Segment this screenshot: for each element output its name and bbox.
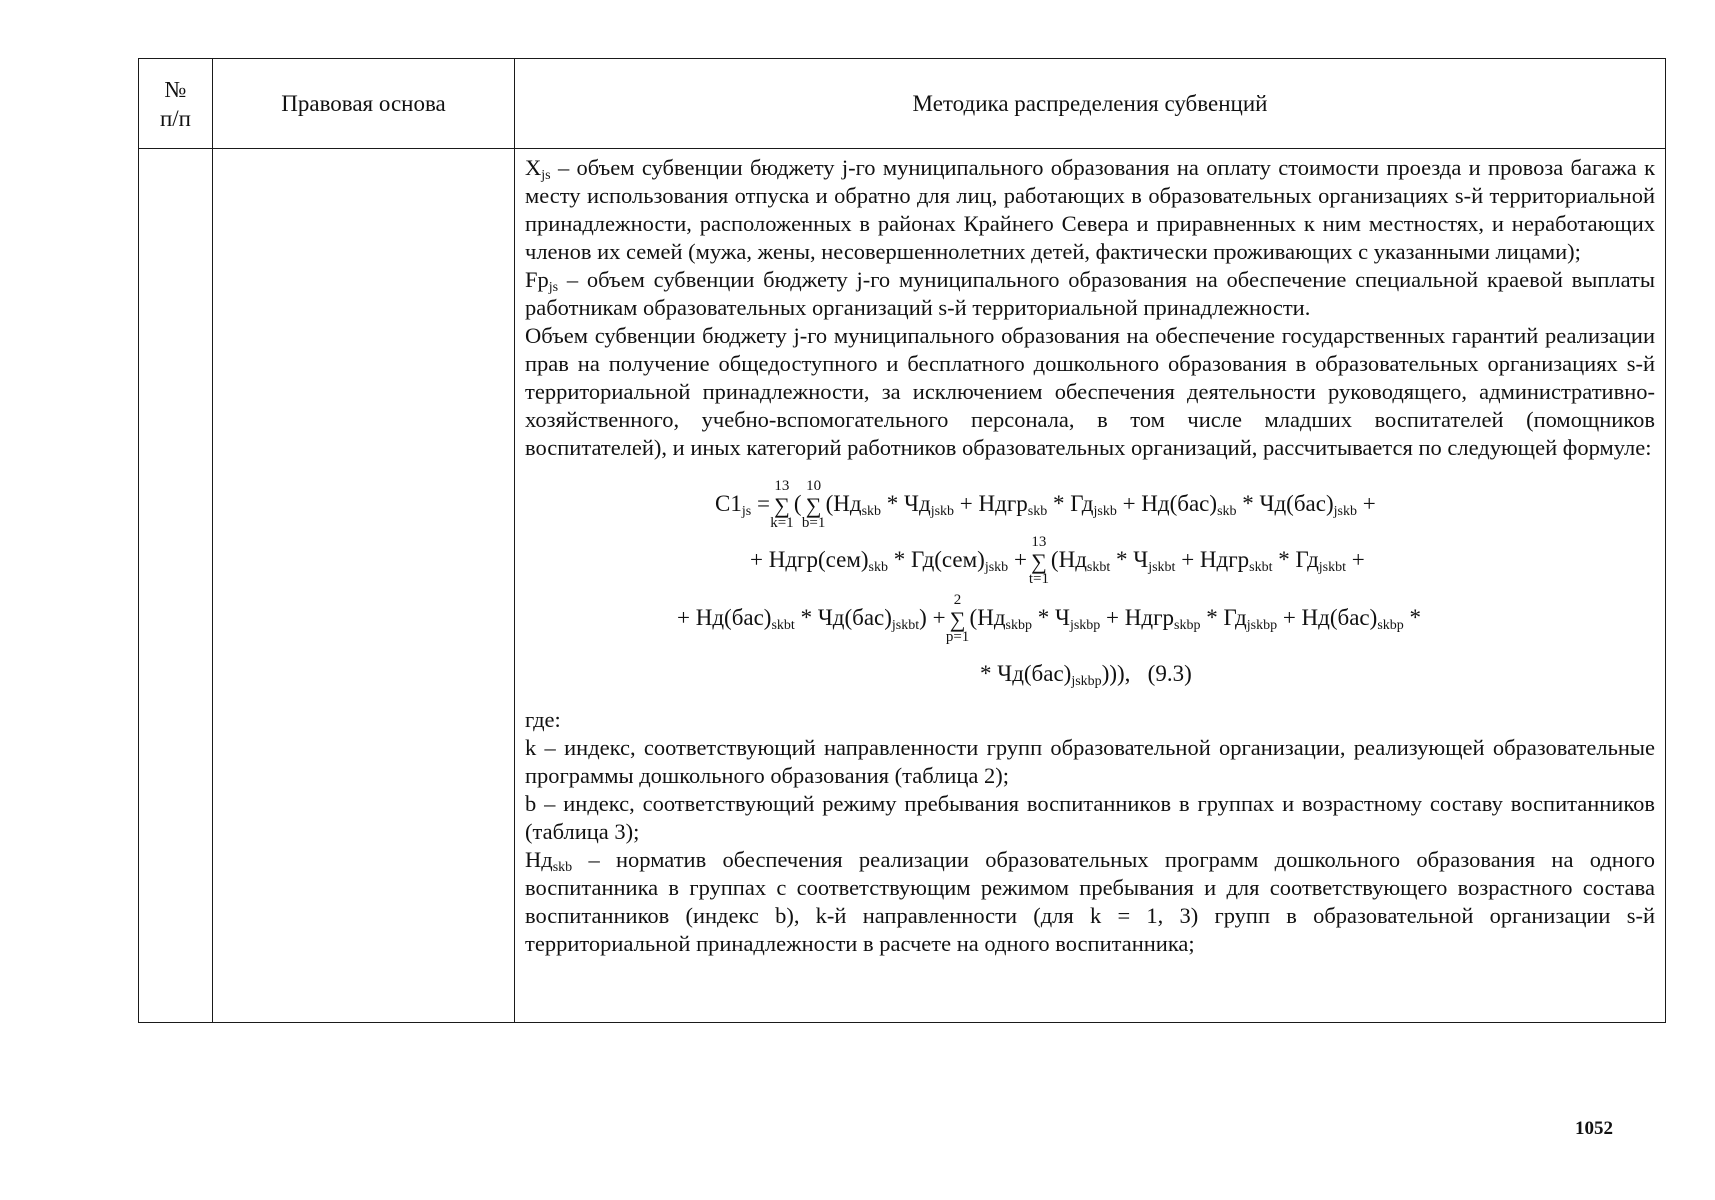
formula-line-2: + $Ндгр(сем)_{skb} * Гд(сем)_{jskb}$ + 13 ∑ t=1 ($Нд_{skbt} * Ч_{jskbt}$ + Ндгр$_{skbt}$ * $Гд_{jskbt}$ + xyxy=(750,533,1365,587)
header-number-abbr: п/п xyxy=(159,105,191,131)
formula-line-3: + $Нд(бас)_{skbt} * Чд(бас)_{jskbt}$) + 2 ∑ p=1 ($Нд_{skbp} * Ч_{jskbp}$ + Ндгр$_{skbp}$ * $Гд_{jskbp} + Нд(бас)_{skbp}$ * xyxy=(677,591,1422,645)
page-number: 1052 xyxy=(1575,1118,1613,1139)
header-methodology: Методика распределения субвенций xyxy=(515,59,1666,149)
paragraph-index-b: b – индекс, соответствующий режиму пребывания воспитанников в группах и возрастному составу воспитанников (таблица 3); xyxy=(525,791,1655,844)
paragraph-fpjs: $Fp_{js}$ – объем субвенции бюджету j-го муниципального образования на обеспечение специальной краевой выплаты работникам образовательных организаций s-й территориальной принадлежности. xyxy=(525,267,1655,320)
formula-9-3 xyxy=(525,470,1655,702)
row-number-cell xyxy=(139,149,213,1023)
header-legal-basis: Правовая основа xyxy=(213,59,515,149)
formula-line-1: $C1_{js}$ = 13 ∑ k=1 ( 10 ∑ b=1 ($Нд_{skb} * Чд_{jskb}$ + Ндгр$_{skb}$ * $Гд_{jskb} + Нд(бас)_{skb} * Чд(бас)_{jskb}$ + xyxy=(715,477,1376,531)
paragraph-ndskb: $Нд_{skb}$ – норматив обеспечения реализации образовательных программ дошкольного образования на одного воспитанника в группах с соответствующим режимом пребывания и для соответствующего возрастного состава воспитанников (индекс b), k-й направленности (для k = 1, 3) групп в образовательной организации s-й территориальной принадлежности в расчете на одного воспитанника; xyxy=(525,847,1655,956)
sum-t-icon: 13 ∑ t=1 xyxy=(1028,533,1049,587)
where-label: где: xyxy=(525,707,561,732)
paragraph-xjs: $X_{js}$ – объем субвенции бюджету j-го муниципального образования на оплату стоимости проезда и провоза багажа к месту использования отпуска и обратно для лиц, работающих в образовательных организациях s-й территориальной принадлежности, расположенных в районах Крайнего Севера и приравненных к ним местностях, и неработающих членов их семей (мужа, жены, несовершеннолетних детей, фактически проживающих с указанными лицами); xyxy=(525,155,1655,264)
formula-line-4: * $Чд(бас)_{jskbp}$))), (9.3) xyxy=(980,661,1192,689)
sum-p-icon: 2 ∑ p=1 xyxy=(945,591,970,645)
header-number xyxy=(139,59,213,149)
methodology-table xyxy=(138,58,1666,1023)
header-number-sign: № xyxy=(164,76,187,102)
row-methodology-cell xyxy=(515,149,1666,1023)
paragraph-index-k: k – индекс, соответствующий направленности групп образовательной организации, реализующей образовательные программы дошкольного образования (таблица 2); xyxy=(525,735,1655,788)
table-row xyxy=(139,149,1666,1023)
table-header-row xyxy=(139,59,1666,149)
sum-b-icon: 10 ∑ b=1 xyxy=(801,477,826,531)
sum-k-icon: 13 ∑ k=1 xyxy=(770,477,794,531)
formula-number: (9.3) xyxy=(1147,661,1192,686)
paragraph-formula-intro: Объем субвенции бюджету j-го муниципального образования на обеспечение государственных гарантий реализации прав на получение общедоступного и бесплатного дошкольного образования в образовательных организациях s-й территориальной принадлежности, за исключением обеспечения деятельности руководящего, административно-хозяйственного, учебно-вспомогательного персонала, в том числе младших воспитателей (помощников воспитателей), и иных категорий работников образовательных организаций, рассчитывается по следующей формуле: xyxy=(525,323,1655,460)
row-legal-basis-cell xyxy=(213,149,515,1023)
